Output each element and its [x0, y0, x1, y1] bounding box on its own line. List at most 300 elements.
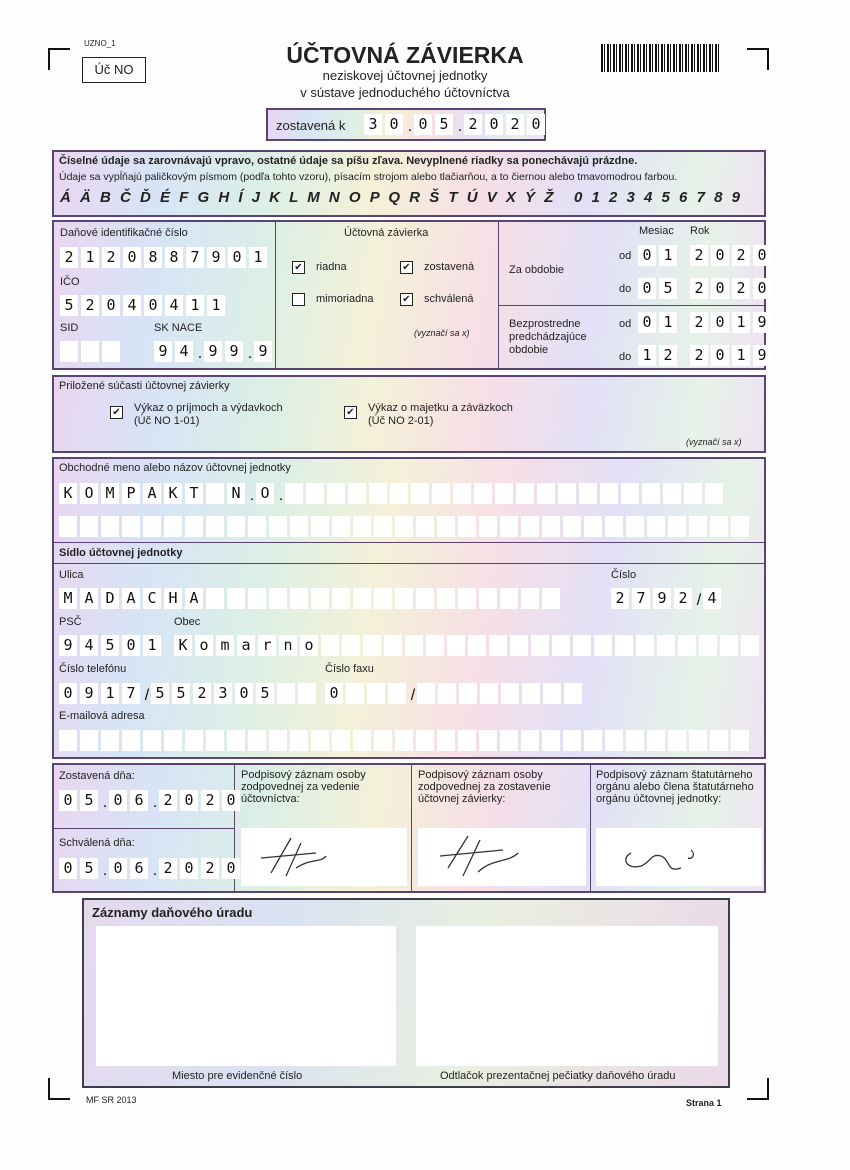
character-cell[interactable] [227, 730, 245, 751]
character-cell[interactable] [521, 588, 539, 609]
character-cell[interactable]: 9 [80, 683, 98, 704]
character-cell[interactable] [542, 730, 560, 751]
character-cell[interactable]: 0 [414, 114, 432, 135]
character-cell[interactable] [479, 588, 497, 609]
registration-number-box[interactable] [96, 926, 396, 1066]
character-cell[interactable] [411, 483, 429, 504]
character-cell[interactable]: 0 [59, 683, 77, 704]
character-cell[interactable]: 0 [753, 245, 771, 266]
character-cell[interactable]: 5 [80, 790, 98, 811]
character-cell[interactable]: 0 [109, 790, 127, 811]
extraordinary-checkbox[interactable] [292, 293, 305, 306]
character-cell[interactable] [500, 730, 518, 751]
character-cell[interactable]: r [258, 635, 276, 656]
character-cell[interactable] [390, 483, 408, 504]
character-cell[interactable]: 5 [80, 858, 98, 879]
character-cell[interactable]: 0 [711, 278, 729, 299]
character-cell[interactable] [416, 730, 434, 751]
character-cell[interactable] [605, 730, 623, 751]
character-cell[interactable] [311, 516, 329, 537]
character-cell[interactable] [353, 730, 371, 751]
character-cell[interactable]: 0 [711, 312, 729, 333]
character-cell[interactable] [290, 730, 308, 751]
character-cell[interactable] [437, 730, 455, 751]
character-cell[interactable] [374, 730, 392, 751]
character-cell[interactable]: 2 [193, 683, 211, 704]
character-cell[interactable] [395, 516, 413, 537]
character-cell[interactable] [647, 730, 665, 751]
character-cell[interactable]: 0 [222, 858, 240, 879]
character-cell[interactable] [689, 730, 707, 751]
character-cell[interactable]: 2 [674, 588, 692, 609]
current-from-month[interactable] [638, 245, 680, 266]
character-cell[interactable] [468, 635, 486, 656]
character-cell[interactable] [657, 635, 675, 656]
character-cell[interactable]: 7 [122, 683, 140, 704]
previous-from-month[interactable] [638, 312, 680, 333]
character-cell[interactable]: 8 [144, 247, 162, 268]
previous-to-year[interactable] [690, 345, 774, 366]
character-cell[interactable] [542, 516, 560, 537]
signature-2-box[interactable] [418, 828, 586, 886]
character-cell[interactable]: 2 [611, 588, 629, 609]
character-cell[interactable] [102, 341, 120, 362]
character-cell[interactable] [384, 635, 402, 656]
character-cell[interactable] [417, 683, 435, 704]
character-cell[interactable]: 0 [711, 245, 729, 266]
character-cell[interactable]: 2 [690, 278, 708, 299]
character-cell[interactable]: 5 [435, 114, 453, 135]
dic-field[interactable] [60, 247, 270, 268]
entity-name-label: Obchodné meno alebo názov účtovnej jednotky [59, 462, 291, 474]
character-cell[interactable]: 3 [214, 683, 232, 704]
character-cell[interactable]: 9 [59, 635, 77, 656]
character-cell[interactable] [668, 516, 686, 537]
character-cell[interactable]: 0 [222, 790, 240, 811]
character-cell[interactable] [143, 730, 161, 751]
character-cell[interactable] [80, 730, 98, 751]
character-cell[interactable] [458, 730, 476, 751]
character-cell[interactable]: 0 [180, 858, 198, 879]
character-cell[interactable]: 1 [659, 312, 677, 333]
character-cell[interactable] [501, 683, 519, 704]
character-cell[interactable] [367, 683, 385, 704]
character-cell[interactable]: 2 [102, 247, 120, 268]
character-cell[interactable] [563, 516, 581, 537]
character-cell[interactable] [269, 730, 287, 751]
character-cell[interactable] [573, 635, 591, 656]
character-cell[interactable] [101, 516, 119, 537]
character-cell[interactable] [689, 516, 707, 537]
character-cell[interactable] [437, 588, 455, 609]
character-cell[interactable]: 1 [732, 345, 750, 366]
character-cell[interactable] [516, 483, 534, 504]
character-cell[interactable] [342, 635, 360, 656]
character-cell[interactable]: 2 [159, 790, 177, 811]
character-cell[interactable] [60, 341, 78, 362]
character-cell[interactable]: A [143, 483, 161, 504]
character-cell[interactable]: 0 [385, 114, 403, 135]
character-cell[interactable] [321, 635, 339, 656]
character-cell[interactable] [605, 516, 623, 537]
character-cell[interactable] [705, 483, 723, 504]
character-cell[interactable]: A [122, 588, 140, 609]
character-cell[interactable]: 0 [325, 683, 343, 704]
character-cell[interactable] [495, 483, 513, 504]
character-cell[interactable] [453, 483, 471, 504]
character-cell[interactable]: 5 [172, 683, 190, 704]
current-to-year[interactable] [690, 278, 774, 299]
house-number-field[interactable] [611, 588, 724, 614]
character-cell[interactable] [668, 730, 686, 751]
regular-label: riadna [316, 261, 347, 273]
character-cell[interactable]: 3 [364, 114, 382, 135]
stamp-box[interactable] [416, 926, 718, 1066]
character-cell[interactable]: 5 [151, 683, 169, 704]
ico-field[interactable] [60, 295, 228, 316]
character-cell[interactable]: 4 [175, 341, 193, 362]
character-cell[interactable] [206, 516, 224, 537]
character-cell[interactable]: 0 [59, 858, 77, 879]
character-cell[interactable] [438, 683, 456, 704]
character-cell[interactable] [374, 588, 392, 609]
separator: . [278, 487, 284, 504]
character-cell[interactable] [459, 683, 477, 704]
character-cell[interactable] [164, 730, 182, 751]
character-cell[interactable] [731, 730, 749, 751]
character-cell[interactable]: K [164, 483, 182, 504]
character-cell[interactable]: K [174, 635, 192, 656]
character-cell[interactable] [432, 483, 450, 504]
character-cell[interactable]: 4 [80, 635, 98, 656]
character-cell[interactable] [164, 516, 182, 537]
character-cell[interactable]: A [185, 588, 203, 609]
character-cell[interactable] [600, 483, 618, 504]
character-cell[interactable] [59, 516, 77, 537]
character-cell[interactable] [474, 483, 492, 504]
character-cell[interactable] [101, 730, 119, 751]
character-cell[interactable] [626, 730, 644, 751]
character-cell[interactable] [552, 635, 570, 656]
character-cell[interactable] [332, 588, 350, 609]
character-cell[interactable] [311, 730, 329, 751]
character-cell[interactable]: 4 [165, 295, 183, 316]
character-cell[interactable] [332, 516, 350, 537]
character-cell[interactable]: 9 [254, 341, 272, 362]
character-cell[interactable]: 2 [690, 245, 708, 266]
character-cell[interactable] [558, 483, 576, 504]
character-cell[interactable]: 0 [180, 790, 198, 811]
character-cell[interactable] [710, 730, 728, 751]
character-cell[interactable]: 2 [159, 858, 177, 879]
character-cell[interactable]: m [216, 635, 234, 656]
character-cell[interactable]: 2 [201, 858, 219, 879]
character-cell[interactable]: 2 [659, 345, 677, 366]
character-cell[interactable] [741, 635, 759, 656]
psc-field[interactable] [59, 635, 164, 656]
character-cell[interactable]: 1 [638, 345, 656, 366]
character-cell[interactable] [346, 683, 364, 704]
sid-field[interactable] [60, 341, 123, 362]
extraordinary-label: mimoriadna [316, 293, 374, 305]
character-cell[interactable] [537, 483, 555, 504]
character-cell[interactable] [206, 730, 224, 751]
current-to-month[interactable] [638, 278, 680, 299]
character-cell[interactable] [594, 635, 612, 656]
email-field[interactable] [59, 730, 752, 751]
character-cell[interactable] [437, 516, 455, 537]
character-cell[interactable]: 5 [659, 278, 677, 299]
character-cell[interactable]: 0 [638, 245, 656, 266]
character-cell[interactable]: 0 [235, 683, 253, 704]
character-cell[interactable] [269, 588, 287, 609]
signature-1-label: Podpisový záznam osoby zodpovednej za vedenie účtovníctva: [241, 769, 366, 805]
character-cell[interactable]: n [279, 635, 297, 656]
character-cell[interactable] [405, 635, 423, 656]
character-cell[interactable]: 0 [638, 278, 656, 299]
character-cell[interactable] [290, 516, 308, 537]
character-cell[interactable]: 8 [165, 247, 183, 268]
character-cell[interactable]: 1 [143, 635, 161, 656]
character-cell[interactable] [699, 635, 717, 656]
character-cell[interactable] [479, 516, 497, 537]
character-cell[interactable] [447, 635, 465, 656]
character-cell[interactable]: P [122, 483, 140, 504]
character-cell[interactable] [59, 730, 77, 751]
character-cell[interactable] [327, 483, 345, 504]
character-cell[interactable] [500, 588, 518, 609]
character-cell[interactable]: 4 [703, 588, 721, 609]
character-cell[interactable]: 6 [130, 858, 148, 879]
nace-field[interactable] [154, 341, 275, 367]
character-cell[interactable] [543, 683, 561, 704]
character-cell[interactable]: o [300, 635, 318, 656]
approved-checkbox[interactable]: ✔ [400, 293, 413, 306]
character-cell[interactable]: 9 [753, 312, 771, 333]
character-cell[interactable] [248, 730, 266, 751]
character-cell[interactable]: 2 [464, 114, 482, 135]
character-cell[interactable]: 1 [659, 245, 677, 266]
character-cell[interactable] [416, 516, 434, 537]
dic-label: Daňové identifikačné číslo [60, 227, 188, 239]
character-cell[interactable]: 4 [123, 295, 141, 316]
character-cell[interactable]: 0 [711, 345, 729, 366]
character-cell[interactable]: A [80, 588, 98, 609]
character-cell[interactable] [584, 730, 602, 751]
character-cell[interactable]: 0 [102, 295, 120, 316]
character-cell[interactable]: 9 [653, 588, 671, 609]
previous-to-month[interactable] [638, 345, 680, 366]
character-cell[interactable] [122, 516, 140, 537]
character-cell[interactable]: 6 [130, 790, 148, 811]
character-cell[interactable] [348, 483, 366, 504]
character-cell[interactable]: M [101, 483, 119, 504]
character-cell[interactable]: 2 [81, 295, 99, 316]
character-cell[interactable] [388, 683, 406, 704]
character-cell[interactable]: 0 [638, 312, 656, 333]
approved-on-date[interactable] [59, 858, 243, 884]
character-cell[interactable] [489, 635, 507, 656]
character-cell[interactable] [663, 483, 681, 504]
character-cell[interactable]: 9 [207, 247, 225, 268]
character-cell[interactable]: 9 [753, 345, 771, 366]
fax-field[interactable] [325, 683, 585, 709]
character-cell[interactable]: 5 [256, 683, 274, 704]
character-cell[interactable] [185, 730, 203, 751]
character-cell[interactable] [248, 516, 266, 537]
character-cell[interactable] [426, 635, 444, 656]
entity-name-row-2[interactable] [59, 516, 752, 537]
street-field[interactable] [59, 588, 563, 609]
character-cell[interactable] [353, 516, 371, 537]
character-cell[interactable] [678, 635, 696, 656]
character-cell[interactable]: 2 [690, 312, 708, 333]
character-cell[interactable] [720, 635, 738, 656]
character-cell[interactable]: 2 [201, 790, 219, 811]
character-cell[interactable]: 0 [527, 114, 545, 135]
character-cell[interactable] [306, 483, 324, 504]
character-cell[interactable] [542, 588, 560, 609]
character-cell[interactable]: O [80, 483, 98, 504]
character-cell[interactable] [626, 516, 644, 537]
character-cell[interactable] [143, 516, 161, 537]
character-cell[interactable] [369, 483, 387, 504]
character-cell[interactable] [122, 730, 140, 751]
character-cell[interactable] [290, 588, 308, 609]
character-cell[interactable] [521, 516, 539, 537]
character-cell[interactable] [395, 730, 413, 751]
character-cell[interactable] [458, 516, 476, 537]
character-cell[interactable]: 0 [123, 247, 141, 268]
character-cell[interactable] [206, 483, 224, 504]
character-cell[interactable]: 0 [109, 858, 127, 879]
character-cell[interactable] [521, 730, 539, 751]
character-cell[interactable] [579, 483, 597, 504]
compiled-checkbox[interactable]: ✔ [400, 261, 413, 274]
city-field[interactable] [174, 635, 762, 656]
previous-from-year[interactable] [690, 312, 774, 333]
character-cell[interactable] [298, 683, 316, 704]
character-cell[interactable]: o [195, 635, 213, 656]
character-cell[interactable] [353, 588, 371, 609]
character-cell[interactable]: 1 [186, 295, 204, 316]
character-cell[interactable] [731, 516, 749, 537]
character-cell[interactable]: 2 [506, 114, 524, 135]
character-cell[interactable]: 0 [485, 114, 503, 135]
character-cell[interactable] [636, 635, 654, 656]
character-cell[interactable]: 5 [101, 635, 119, 656]
character-cell[interactable]: 2 [732, 278, 750, 299]
character-cell[interactable]: 0 [122, 635, 140, 656]
character-cell[interactable]: O [256, 483, 274, 504]
character-cell[interactable]: a [237, 635, 255, 656]
character-cell[interactable]: 9 [225, 341, 243, 362]
character-cell[interactable] [227, 516, 245, 537]
character-cell[interactable]: N [227, 483, 245, 504]
character-cell[interactable] [206, 588, 224, 609]
character-cell[interactable]: 2 [60, 247, 78, 268]
character-cell[interactable] [227, 588, 245, 609]
character-cell[interactable]: T [185, 483, 203, 504]
tax-office-header: Záznamy daňového úradu [92, 905, 253, 920]
character-cell[interactable] [332, 730, 350, 751]
character-cell[interactable]: 1 [732, 312, 750, 333]
character-cell[interactable]: M [59, 588, 77, 609]
character-cell[interactable]: D [101, 588, 119, 609]
character-cell[interactable]: 7 [186, 247, 204, 268]
character-cell[interactable] [458, 588, 476, 609]
character-cell[interactable] [684, 483, 702, 504]
regular-checkbox[interactable]: ✔ [292, 261, 305, 274]
character-cell[interactable] [647, 516, 665, 537]
character-cell[interactable]: 1 [207, 295, 225, 316]
compiled-on-date[interactable] [59, 790, 243, 816]
character-cell[interactable] [248, 588, 266, 609]
character-cell[interactable] [277, 683, 295, 704]
entity-name-row-1[interactable] [59, 483, 726, 509]
character-cell[interactable] [584, 516, 602, 537]
character-cell[interactable] [285, 483, 303, 504]
character-cell[interactable] [522, 683, 540, 704]
character-cell[interactable]: 1 [101, 683, 119, 704]
character-cell[interactable]: 2 [690, 345, 708, 366]
signature-3-box[interactable] [596, 828, 762, 886]
character-cell[interactable] [621, 483, 639, 504]
character-cell[interactable]: 0 [753, 278, 771, 299]
page-number: Strana 1 [686, 1098, 722, 1108]
character-cell[interactable] [363, 635, 381, 656]
character-cell[interactable] [615, 635, 633, 656]
character-cell[interactable]: 0 [59, 790, 77, 811]
character-cell[interactable]: H [164, 588, 182, 609]
phone-field[interactable] [59, 683, 319, 709]
character-cell[interactable] [80, 516, 98, 537]
character-cell[interactable]: 9 [154, 341, 172, 362]
character-cell[interactable]: 7 [632, 588, 650, 609]
character-cell[interactable]: 1 [81, 247, 99, 268]
character-cell[interactable] [500, 516, 518, 537]
character-cell[interactable] [269, 516, 287, 537]
character-cell[interactable]: 0 [144, 295, 162, 316]
character-cell[interactable] [510, 635, 528, 656]
character-cell[interactable]: 9 [204, 341, 222, 362]
attachment-2-checkbox[interactable]: ✔ [344, 406, 357, 419]
character-cell[interactable] [710, 516, 728, 537]
character-cell[interactable] [81, 341, 99, 362]
attachment-1-checkbox[interactable]: ✔ [110, 406, 123, 419]
character-cell[interactable]: 5 [60, 295, 78, 316]
current-from-year[interactable] [690, 245, 774, 266]
character-cell[interactable] [531, 635, 549, 656]
character-cell[interactable]: C [143, 588, 161, 609]
character-cell[interactable] [374, 516, 392, 537]
character-cell[interactable] [479, 730, 497, 751]
character-cell[interactable] [642, 483, 660, 504]
character-cell[interactable]: 0 [228, 247, 246, 268]
character-cell[interactable] [564, 683, 582, 704]
character-cell[interactable] [416, 588, 434, 609]
character-cell[interactable]: 2 [732, 245, 750, 266]
character-cell[interactable] [311, 588, 329, 609]
character-cell[interactable]: K [59, 483, 77, 504]
compiled-to-date[interactable] [364, 114, 548, 140]
character-cell[interactable] [185, 516, 203, 537]
signature-1-box[interactable] [241, 828, 407, 886]
character-cell[interactable]: 1 [249, 247, 267, 268]
character-cell[interactable] [395, 588, 413, 609]
character-cell[interactable] [563, 730, 581, 751]
character-cell[interactable] [480, 683, 498, 704]
